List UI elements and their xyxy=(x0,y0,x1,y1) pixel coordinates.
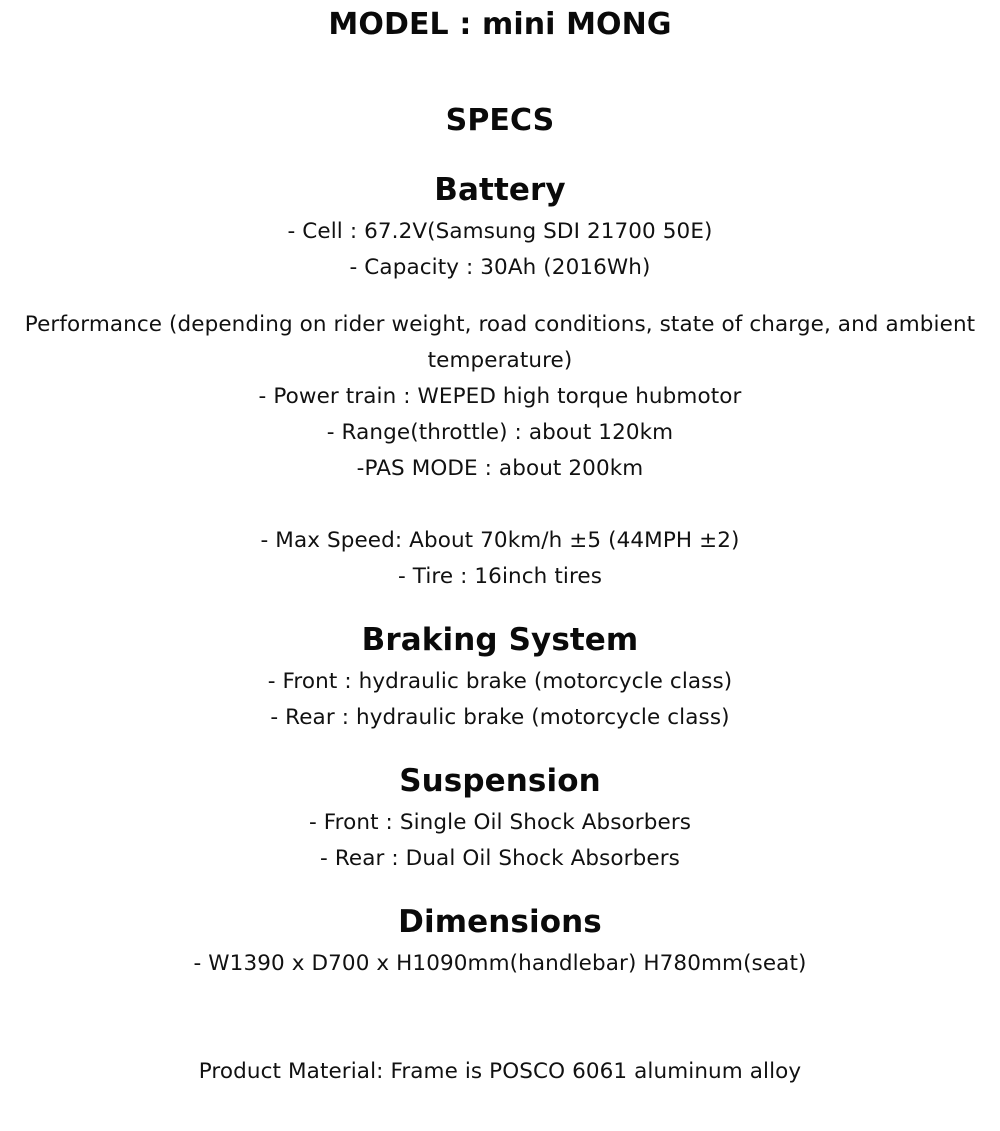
model-title: MODEL : mini MONG xyxy=(328,7,672,42)
suspension-heading: Suspension xyxy=(399,763,601,799)
braking-rear-line: - Rear : hydraulic brake (motorcycle class) xyxy=(270,705,730,730)
battery-capacity-line: - Capacity : 30Ah (2016Wh) xyxy=(349,255,651,280)
braking-front-line: - Front : hydraulic brake (motorcycle class) xyxy=(267,669,733,694)
performance-power-train-line: - Power train : WEPED high torque hubmotor xyxy=(258,384,742,409)
material-line: Product Material: Frame is POSCO 6061 aluminum alloy xyxy=(198,1059,802,1084)
dimensions-line: - W1390 x D700 x H1090mm(handlebar) H780mm(seat) xyxy=(193,951,807,976)
performance-intro-line2: temperature) xyxy=(427,348,573,373)
performance-range-line: - Range(throttle) : about 120km xyxy=(326,420,674,445)
braking-heading: Braking System xyxy=(361,622,639,658)
suspension-rear-line: - Rear : Dual Oil Shock Absorbers xyxy=(320,846,680,871)
battery-heading: Battery xyxy=(434,172,566,208)
battery-cell-line: - Cell : 67.2V(Samsung SDI 21700 50E) xyxy=(287,219,713,244)
performance-intro-line1: Performance (depending on rider weight, road conditions, state of charge, and ambient xyxy=(24,312,976,337)
specs-heading: SPECS xyxy=(445,103,555,138)
performance-tire-line: - Tire : 16inch tires xyxy=(397,564,603,589)
performance-max-speed-line: - Max Speed: About 70km/h ±5 (44MPH ±2) xyxy=(260,528,740,553)
suspension-front-line: - Front : Single Oil Shock Absorbers xyxy=(308,810,692,835)
dimensions-heading: Dimensions xyxy=(398,904,602,940)
performance-pas-mode-line: -PAS MODE : about 200km xyxy=(356,456,644,481)
